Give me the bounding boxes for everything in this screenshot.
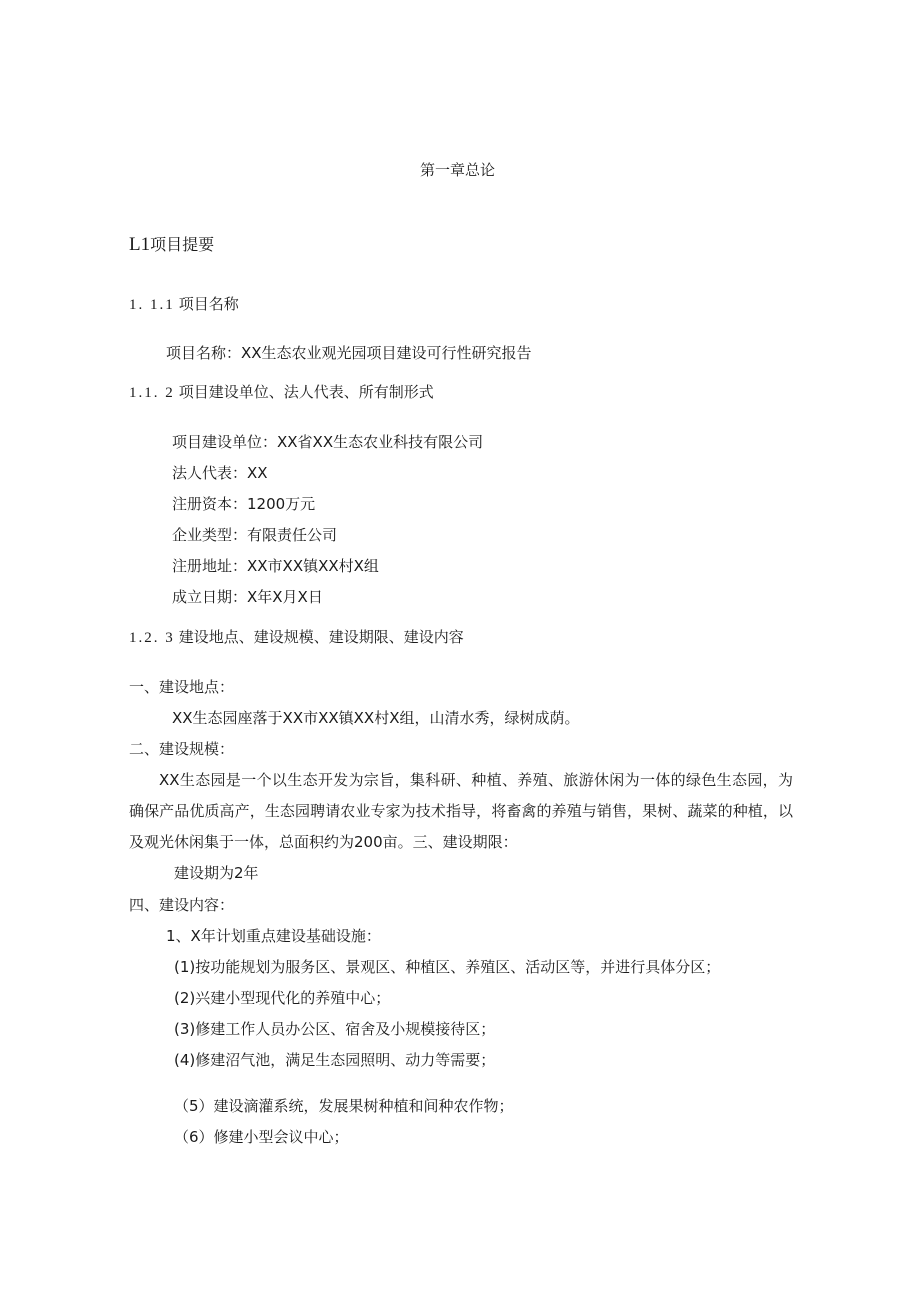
section-title: 项目提要 [150,235,215,254]
content-item-6: （6）修建小型会议中心； [174,1128,349,1146]
content-heading: 四、建设内容： [129,896,235,914]
content-item-5: （5）建设滴灌系统，发展果树种植和间种农作物； [174,1097,514,1115]
company-type-line: 企业类型：有限责任公司 [172,526,338,544]
established-date-line: 成立日期：X年X月X日 [172,588,323,606]
site-heading: 一、建设地点： [129,678,235,696]
subsection-title: 建设地点、建设规模、建设期限、建设内容 [178,628,464,646]
content-item-4: (4)修建沼气池，满足生态园照明、动力等需要； [174,1051,496,1069]
subsection-heading-1-1-1 [129,294,239,315]
subsection-heading-1-2-3 [129,627,464,648]
subsection-heading-1-1-2 [129,382,434,403]
subsection-title: 项目名称 [178,295,239,313]
legal-representative-line: 法人代表：XX [172,464,268,482]
period-text: 建设期为2年 [174,864,259,882]
project-name-line: 项目名称：XX生态农业观光园项目建设可行性研究报告 [166,344,532,362]
company-unit-line: 项目建设单位：XX省XX生态农业科技有限公司 [172,433,484,451]
subsection-number: 1.2. 3 [129,630,175,646]
content-item-2: (2)兴建小型现代化的养殖中心； [174,989,391,1007]
subsection-number: 1.1. 2 [129,385,175,401]
registered-capital-line: 注册资本：1200万元 [172,495,316,513]
site-text: XX生态园座落于XX市XX镇XX村X组，山清水秀，绿树成荫。 [172,709,580,727]
chapter-title: 第一章总论 [420,161,496,179]
subsection-title: 项目建设单位、法人代表、所有制形式 [178,383,434,401]
scale-paragraph: XX生态园是一个以生态开发为宗旨，集科研、种植、养殖、旅游休闲为一体的绿色生态园，为确保产品优质高产，生态园聘请农业专家为技术指导，将畜禽的养殖与销售，果树、蔬菜的种植，以及观光休闲集于一体，总面积约为200亩。三、建设期限： [129,771,793,851]
section-number: L1 [129,234,151,255]
content-item-3: (3)修建工作人员办公区、宿舍及小规模接待区； [174,1020,496,1038]
subsection-number: 1. 1.1 [129,297,175,313]
content-item-1: (1)按功能规划为服务区、景观区、种植区、养殖区、活动区等，并进行具体分区； [174,958,721,976]
scale-heading: 二、建设规模： [129,740,235,758]
content-intro: 1、X年计划重点建设基础设施： [166,927,381,945]
section-heading-1-1 [129,235,214,255]
registered-address-line: 注册地址：XX市XX镇XX村X组 [172,557,379,575]
